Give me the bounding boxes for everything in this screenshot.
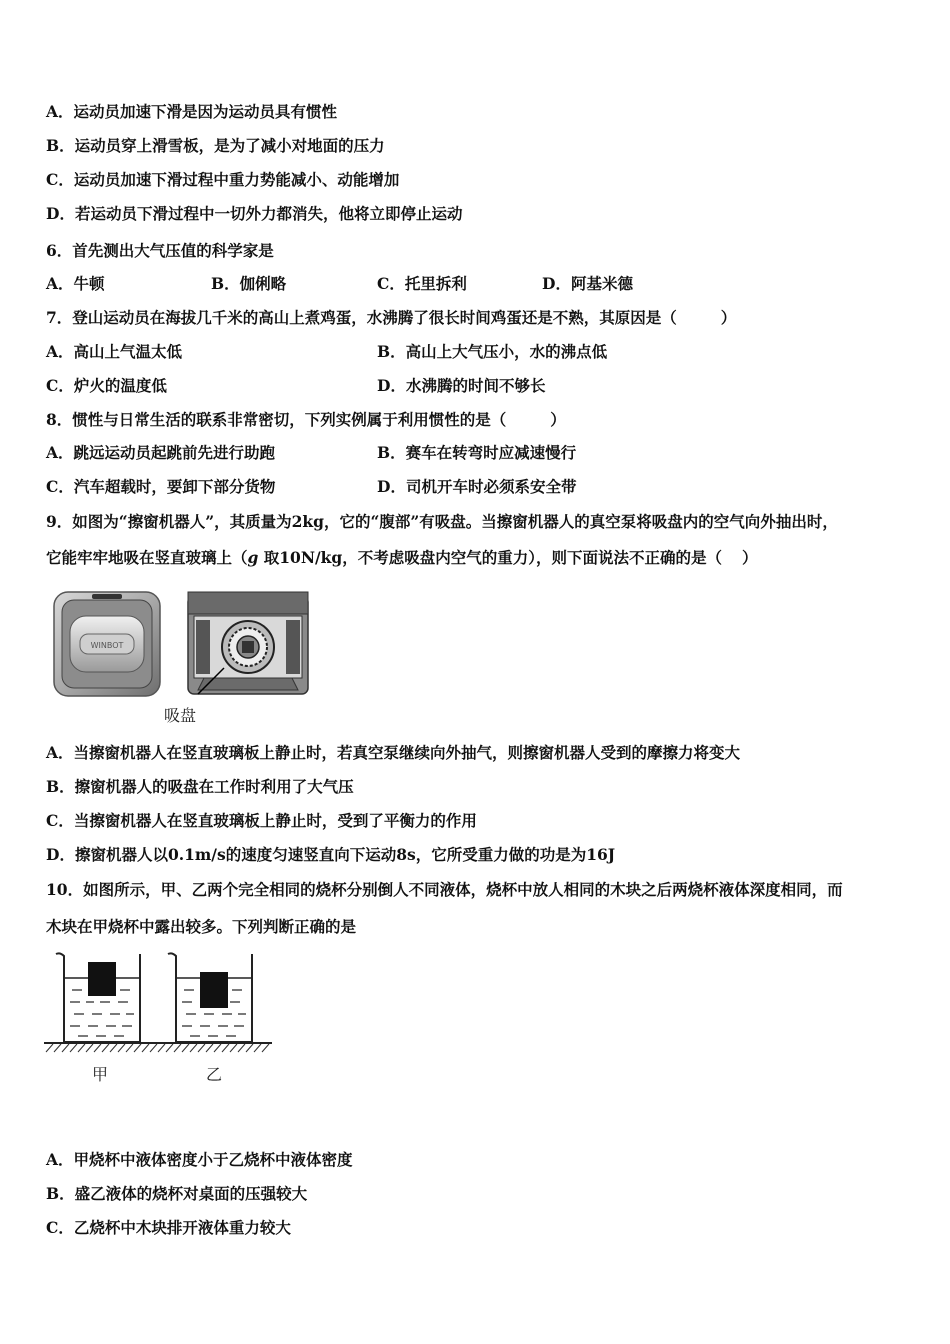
beaker-yi: [168, 953, 252, 1042]
q8-option-d: D．司机开车时必须系安全带: [377, 477, 577, 496]
q7-option-c: C．炉火的温度低: [46, 376, 167, 395]
q8-option-b: B．赛车在转弯时应减速慢行: [377, 443, 577, 462]
q9-option-c: C．当擦窗机器人在竖直玻璃板上静止时，受到了平衡力的作用: [46, 811, 477, 830]
q6-option-d: D．阿基米德: [542, 274, 633, 293]
q9-option-a: A．当擦窗机器人在竖直玻璃板上静止时，若真空泵继续向外抽气，则擦窗机器人受到的摩擦力将变大: [46, 743, 741, 762]
q5-option-c: C．运动员加速下滑过程中重力势能减小、动能增加: [46, 170, 400, 189]
q7-option-b: B．高山上大气压小，水的沸点低: [377, 342, 608, 361]
q8-stem-close: ）: [550, 410, 566, 429]
q5-option-b: B．运动员穿上滑雪板，是为了减小对地面的压力: [46, 136, 385, 155]
q5-option-d: D．若运动员下滑过程中一切外力都消失，他将立即停止运动: [46, 204, 463, 223]
q10-option-a: A．甲烧杯中液体密度小于乙烧杯中液体密度: [46, 1150, 353, 1169]
robot-brand: WINBOT: [90, 641, 124, 650]
suction-cup-label: 吸盘: [164, 706, 197, 725]
q10-option-b: B．盛乙液体的烧杯对桌面的压强较大: [46, 1184, 308, 1203]
beaker-jia-label: 甲: [92, 1065, 109, 1084]
q7-stem: [46, 308, 736, 328]
q7-option-d: D．水沸腾的时间不够长: [377, 376, 546, 395]
q6-option-a: A．牛顿: [46, 274, 105, 293]
q6-stem: 6．首先测出大气压值的科学家是: [46, 241, 274, 260]
q7-option-a: A．高山上气温太低: [46, 342, 183, 361]
q8-option-c: C．汽车超载时，要卸下部分货物: [46, 477, 276, 496]
q10-stem-line1: 10．如图所示，甲、乙两个完全相同的烧杯分别倒人不同液体，烧杯中放人相同的木块之后两烧杯液体深度相同，而: [46, 880, 843, 899]
beakers-figure: [44, 948, 274, 1058]
q10-stem-line2: 木块在甲烧杯中露出较多。下列判断正确的是: [46, 917, 357, 936]
q10-option-c: C．乙烧杯中木块排开液体重力较大: [46, 1218, 291, 1237]
robot-bottom-image: [186, 590, 310, 696]
q6-option-c: C．托里拆利: [377, 274, 467, 293]
q6-option-b: B．伽俐略: [211, 274, 287, 293]
beaker-jia: [56, 953, 140, 1042]
q9-stem-line2: 它能牢牢地吸在竖直玻璃上（g 取10N/kg，不考虑吸盘内空气的重力），则下面说法不正确的是（ ）: [46, 548, 758, 567]
q8-stem-text: 8．惯性与日常生活的联系非常密切，下列实例属于利用惯性的是（: [46, 410, 507, 429]
q9-stem-line1: 9．如图为“擦窗机器人”，其质量为2kg，它的“腹部”有吸盘。当擦窗机器人的真空泵将吸盘内的空气向外抽出时，: [46, 512, 838, 531]
q5-option-a: A．运动员加速下滑是因为运动员具有惯性: [46, 102, 338, 121]
q9-option-b: B．擦窗机器人的吸盘在工作时利用了大气压: [46, 777, 354, 796]
q8-stem: [46, 410, 566, 430]
robot-front-image: [52, 590, 162, 698]
q7-stem-text: 7．登山运动员在海拔几千米的高山上煮鸡蛋，水沸腾了很长时间鸡蛋还是不熟，其原因是（: [46, 308, 677, 327]
beaker-yi-label: 乙: [206, 1065, 223, 1084]
q9-option-d: D．擦窗机器人以0.1m/s的速度匀速竖直向下运动8s，它所受重力做的功是为16J: [46, 845, 616, 864]
q7-stem-close: ）: [720, 308, 737, 327]
q8-option-a: A．跳远运动员起跳前先进行助跑: [46, 443, 276, 462]
